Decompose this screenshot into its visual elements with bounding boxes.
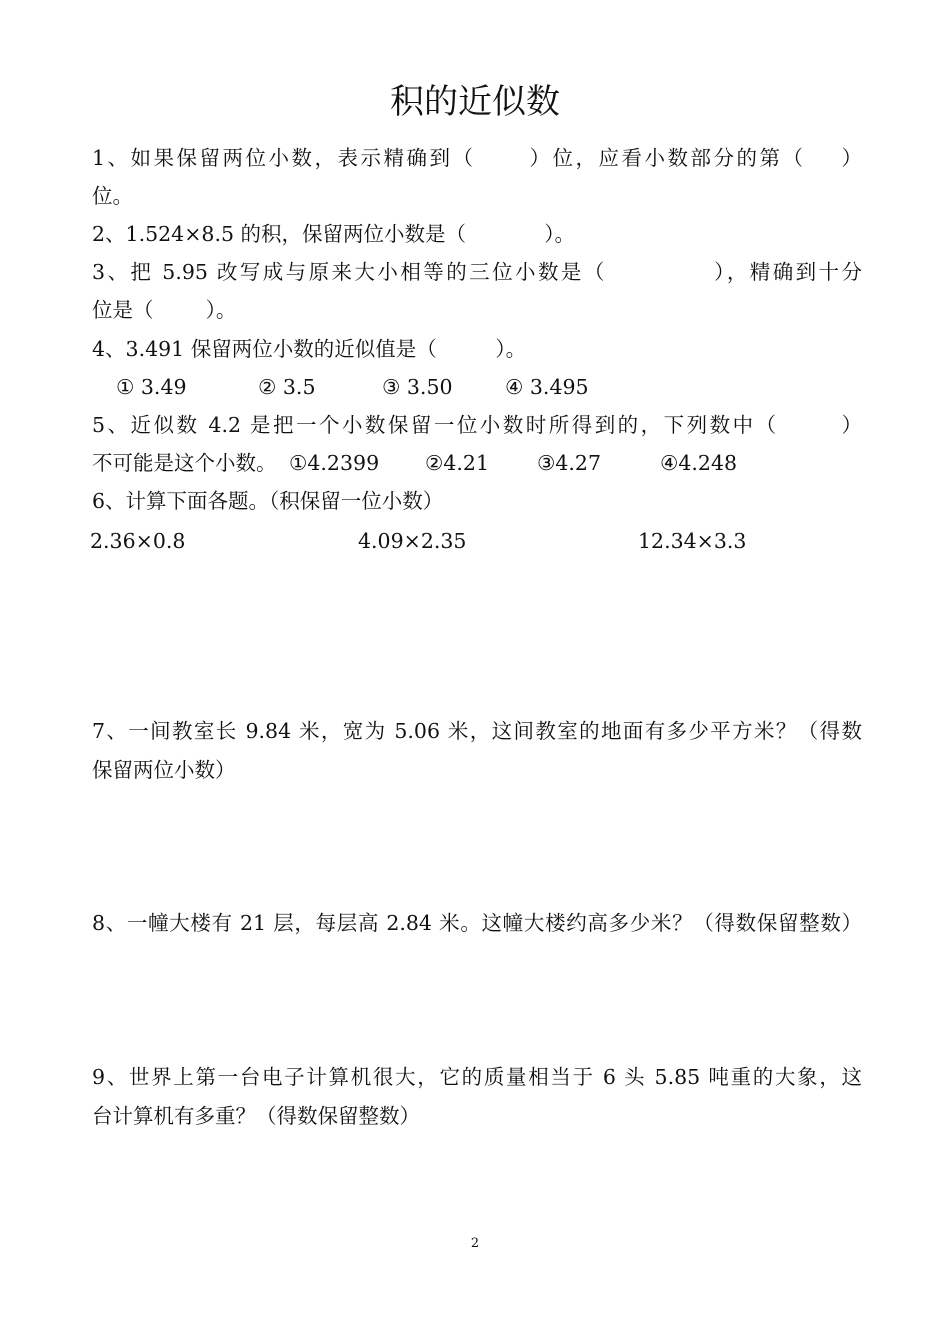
- question-5-option-2: ②4.21: [425, 451, 490, 475]
- page-title: 积的近似数: [390, 82, 560, 122]
- question-6-problem-2: 4.09×2.35: [358, 529, 467, 553]
- question-4-option-1: ① 3.49: [116, 375, 187, 399]
- question-5-line-2-prefix: 不可能是这个小数。: [92, 451, 277, 475]
- question-7-line-1: 7、一间教室长 9.84 米，宽为 5.06 米，这间教室的地面有多少平方米？（得数: [92, 719, 862, 743]
- question-4-option-2: ② 3.5: [258, 375, 316, 399]
- question-5-option-1: ①4.2399: [289, 451, 380, 475]
- question-6-problem-1: 2.36×0.8: [90, 529, 186, 553]
- page-number: 2: [470, 1236, 480, 1251]
- question-1-line-1: 1、如果保留两位小数，表示精确到（ ）位，应看小数部分的第（ ）: [92, 146, 862, 170]
- question-2-line-1: 2、1.524×8.5 的积，保留两位小数是（ ）。: [92, 222, 575, 246]
- question-9-line-2: 台计算机有多重？（得数保留整数）: [92, 1104, 420, 1128]
- question-1-line-2: 位。: [92, 184, 133, 208]
- question-9-line-1: 9、世界上第一台电子计算机很大，它的质量相当于 6 头 5.85 吨重的大象，这: [92, 1065, 862, 1089]
- question-3-line-1: 3、把 5.95 改写成与原来大小相等的三位小数是（ ），精确到十分: [92, 260, 862, 284]
- question-6-line-1: 6、计算下面各题。（积保留一位小数）: [92, 489, 444, 513]
- question-3-line-2: 位是（ ）。: [92, 298, 237, 322]
- question-8-line-1: 8、一幢大楼有 21 层，每层高 2.84 米。这幢大楼约高多少米？（得数保留整数）: [92, 911, 862, 935]
- question-4-option-3: ③ 3.50: [382, 375, 453, 399]
- question-5-line-1: 5、近似数 4.2 是把一个小数保留一位小数时所得到的，下列数中（ ）: [92, 413, 862, 437]
- question-7-line-2: 保留两位小数）: [92, 758, 236, 782]
- question-6-problem-3: 12.34×3.3: [638, 529, 747, 553]
- question-4-option-4: ④ 3.495: [505, 375, 589, 399]
- question-4-line-1: 4、3.491 保留两位小数的近似值是（ ）。: [92, 337, 527, 361]
- question-5-option-4: ④4.248: [660, 451, 738, 475]
- question-5-option-3: ③4.27: [537, 451, 602, 475]
